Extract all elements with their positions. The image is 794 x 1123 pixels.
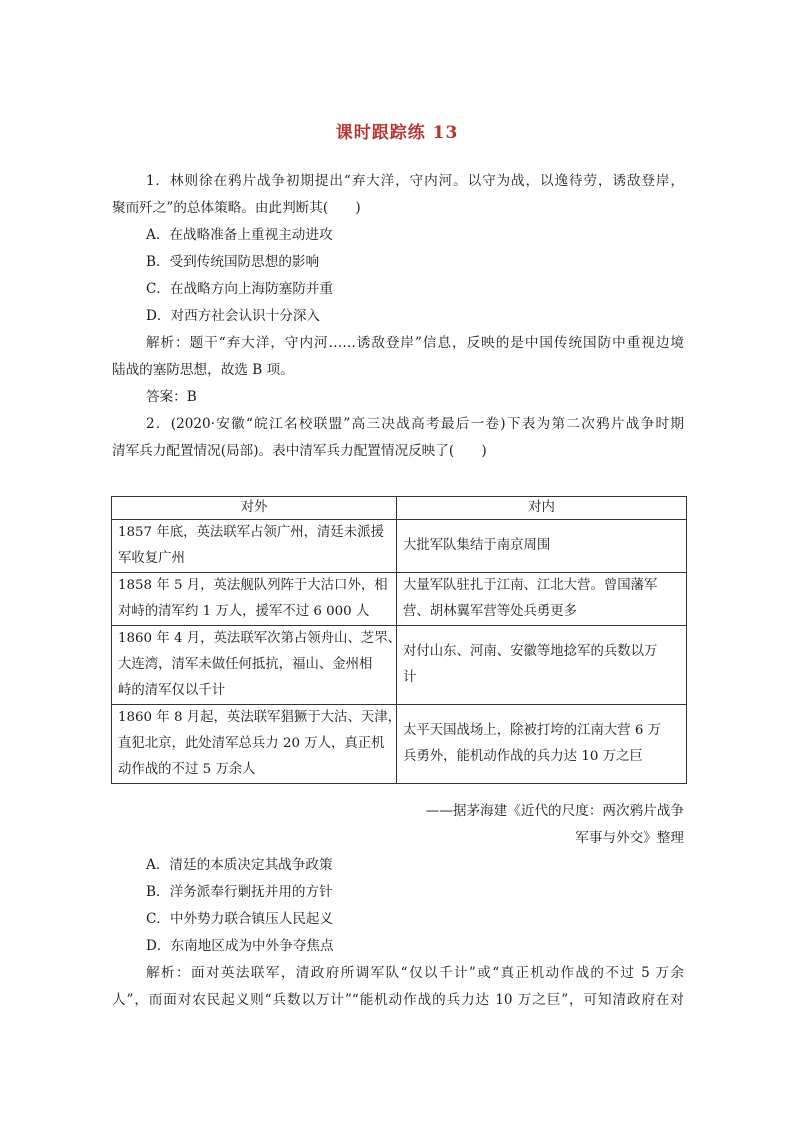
cell-text: 1857 年底，英法联军占领广州，清廷未派援 — [118, 525, 384, 540]
table-row — [112, 705, 687, 784]
cell-text: 大连湾，清军未做任何抵抗，福山、金州相 — [118, 657, 373, 672]
cell-text: 1860 年 8 月起，英法联军猖獗于大沽、天津， — [118, 710, 402, 725]
table-cell-internal — [397, 520, 687, 573]
cell-text: 大量军队驻扎于江南、江北大营。曾国藩军 — [403, 578, 658, 593]
q2-option-b: B．洋务派奉行剿抚并用的方针 — [146, 884, 333, 900]
q1-stem-line-1: 1．林则徐在鸦片战争初期提出“弃大洋，守内河。以守为战，以逸待劳，诱敌登岸， — [146, 173, 684, 189]
table-cell-external — [112, 573, 397, 626]
q1-answer: 答案：B — [146, 389, 197, 405]
cell-text: 对付山东、河南、安徽等地捻军的兵数以万 — [403, 644, 658, 659]
cell-text: 峙的清军仅以千计 — [118, 683, 226, 698]
q1-option-a: A．在战略准备上重视主动进攻 — [146, 227, 333, 243]
table-row — [112, 520, 687, 573]
page-title: 课时跟踪练 13 — [335, 123, 459, 143]
table-cell-internal — [397, 626, 687, 705]
q1-analysis-line-2: 陆战的塞防思想，故选 B 项。 — [112, 362, 294, 378]
q2-option-a: A．清廷的本质决定其战争政策 — [146, 857, 333, 873]
cell-text: 营、胡林翼军营等处兵勇更多 — [403, 604, 578, 619]
cell-text: 军收复广州 — [118, 551, 185, 566]
table-row — [112, 573, 687, 626]
source-citation-line-1: ——据茅海建《近代的尺度：两次鸦片战争 — [425, 803, 684, 819]
q1-option-b: B．受到传统国防思想的影响 — [146, 254, 320, 270]
table-cell-internal — [397, 573, 687, 626]
q1-stem-line-2: 聚而歼之”的总体策略。由此判断其( ) — [112, 200, 361, 216]
cell-text: 兵勇外，能机动作战的兵力达 10 万之巨 — [403, 749, 643, 764]
cell-text: 对峙的清军约 1 万人，援军不过 6 000 人 — [118, 604, 370, 619]
cell-text: 大批军队集结于南京周围 — [403, 538, 551, 553]
troop-deployment-table — [111, 496, 687, 784]
q2-option-d: D．东南地区成为中外争夺焦点 — [146, 938, 334, 954]
cell-text: 太平天国战场上，除被打垮的江南大营 6 万 — [403, 723, 662, 738]
q2-stem-line-2: 清军兵力配置情况(局部)。表中清军兵力配置情况反映了( ) — [112, 443, 487, 459]
q2-analysis-line-1: 解析：面对英法联军，清政府所调军队“仅以千计”或“真正机动作战的不过 5 万余 — [146, 965, 684, 981]
q1-option-d: D．对西方社会认识十分深入 — [146, 308, 321, 324]
cell-text: 动作战的不过 5 万余人 — [118, 762, 256, 777]
q1-option-c: C．在战略方向上海防塞防并重 — [146, 281, 334, 297]
q2-analysis-line-2: 人”，而面对农民起义则“兵数以万计”“能机动作战的兵力达 10 万之巨”，可知清政府在对 — [112, 992, 684, 1008]
cell-text: 直犯北京，此处清军总兵力 20 万人，真正机 — [118, 736, 385, 751]
table-header-external: 对外 — [112, 497, 397, 520]
q1-analysis-line-1: 解析：题干“弃大洋，守内河……诱敌登岸”信息，反映的是中国传统国防中重视边境 — [146, 335, 684, 351]
table-row — [112, 626, 687, 705]
table-cell-external — [112, 705, 402, 784]
table-cell-internal — [397, 705, 687, 784]
cell-text: 1860 年 4 月，英法联军次第占领舟山、芝罘、 — [118, 631, 402, 646]
table-cell-external — [112, 626, 402, 705]
table-header-row — [112, 497, 687, 520]
q2-stem-line-1: 2．(2020·安徽“皖江名校联盟”高三决战高考最后一卷)下表为第二次鸦片战争时期 — [146, 416, 684, 432]
table-header-internal: 对内 — [397, 497, 687, 520]
table-cell-external — [112, 520, 397, 573]
cell-text: 计 — [403, 670, 417, 685]
cell-text: 1858 年 5 月，英法舰队列阵于大沽口外，相 — [118, 578, 388, 593]
q2-option-c: C．中外势力联合镇压人民起义 — [146, 911, 334, 927]
source-citation-line-2: 军事与外交》整理 — [575, 830, 684, 846]
